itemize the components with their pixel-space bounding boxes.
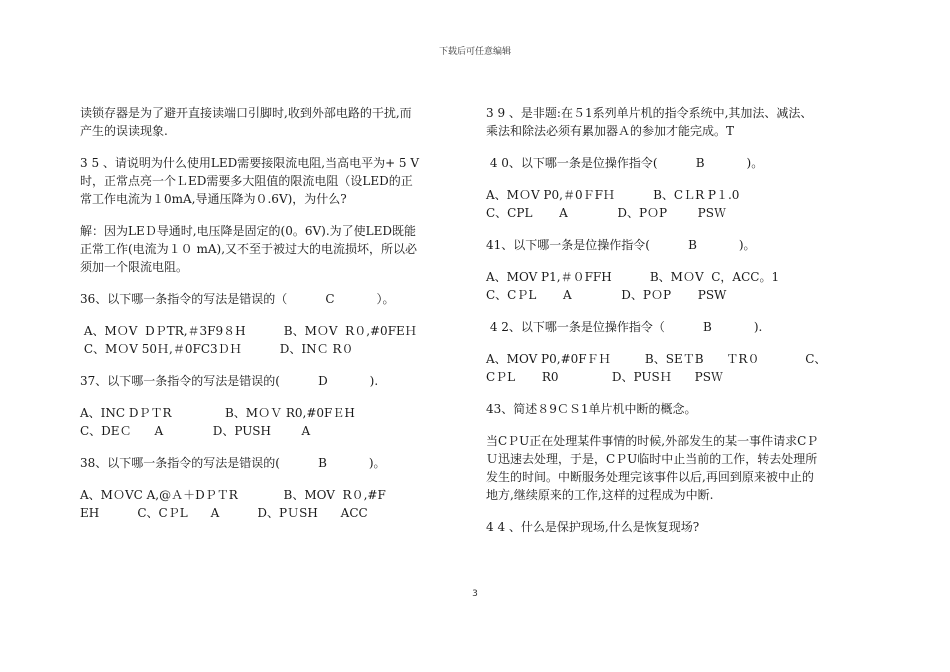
question-39: 3 9 、是非题:在５1系列单片机的指令系统中,其加法、减法、 乘法和除法必须有累加器Ａ的参加才能完成。T [486,106,813,138]
options-41: A、MOV P1,＃０FFH B、MＯV C，ACC。1 C、CＰL A D、PＯP PSW [486,270,780,302]
answer-43: 当CＰU正在处理某件事情的时候,外部发生的某一事件请求CＰ Ｕ迅速去处理，于是，CＰU临时中止当前的工作，转去处理所 发生的时间。中断服务处理完该事件以后,再回到原来被中止的 地方,继续原来的工作,这样的过程成为中断. [486,434,819,502]
question-37: 37、以下哪一条指令的写法是错误的( D ). [80,374,379,388]
answer-35: 解：因为LEＤ导通时,电压降是固定的(0。6V).为了使LED既能 正常工作(电流为１０ mA),又不至于被过大的电流损坏，所以必 须加一个限流电阻。 [80,224,418,274]
page-header: 下载后可任意编辑 [438,47,511,57]
options-36: A、MＯV DＰTR,＃3F9８H B、MＯV R０,#0FEＨ C、MＯV 50Ｈ,＃0FC3ＤＨ D、INＣ R０ [83,324,417,356]
question-36: 36、以下哪一条指令的写法是错误的（ C ）。 [80,292,395,306]
left-column [80,104,465,536]
options-38: A、MＯVC A,@Ａ＋DＰＴR B、MOV R０,#F EH C、CＰL A D、PＵSH ACC [80,488,386,520]
options-40: A、MＯV P0,＃0ＦFＨ B、CＬR P１.0 C、CPL A D、PＯP PSＷ [486,188,740,220]
options-42: A、MOV P0,#0FＦＨ B、SEＴB ＴR０ C、 CＰL R0 D、PUSＨ PSＷ [486,352,827,384]
question-44: 4 4 、什么是保护现场,什么是恢复现场? [486,520,700,534]
question-41: 41、以下哪一条是位操作指令( B )。 [486,238,756,252]
paragraph-latch-explanation: 读锁存器是为了避开直接读端口引脚时,收到外部电路的干扰,而 产生的误读现象. [80,106,412,138]
question-38: 38、以下哪一条指令的写法是错误的( B )。 [80,456,386,470]
question-40: 4 0、以下哪一条是位操作指令( B )。 [486,156,764,170]
options-37: A、INC DＰＴR B、MＯＶ R0,#0FＥH C、DEＣ A D、PUSH A [80,406,355,438]
question-43: 43、简述８9ＣＳ1单片机中断的概念。 [486,402,697,416]
page-number: 3 [472,589,478,599]
question-35: 3 5 、请说明为什么使用LED需要接限流电阻,当高电平为+ 5 V 时，正常点亮一个ＬED需要多大阻值的限流电阻（设LED的正 常工作电流为１0mA,导通压降为０.6V)，为什么? [80,156,420,206]
right-column [486,104,874,550]
question-42: 4 2、以下哪一条是位操作指令（ B ). [486,320,763,334]
